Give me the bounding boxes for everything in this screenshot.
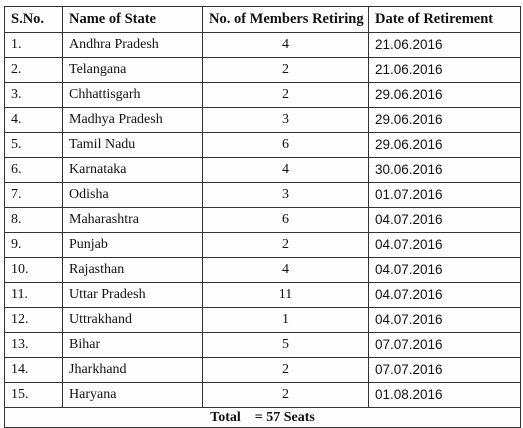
table-row bbox=[5, 283, 521, 308]
cell-state: Chhattisgarh bbox=[63, 83, 203, 108]
cell-members: 6 bbox=[203, 133, 369, 158]
cell-date: 29.06.2016 bbox=[369, 83, 521, 108]
header-sno: S.No. bbox=[5, 7, 63, 33]
table-row bbox=[5, 208, 521, 233]
cell-state: Punjab bbox=[63, 233, 203, 258]
total-value: = 57 Seats bbox=[254, 409, 315, 425]
cell-sno: 11. bbox=[5, 283, 63, 308]
cell-date: 21.06.2016 bbox=[369, 33, 521, 58]
table-row bbox=[5, 158, 521, 183]
cell-date: 01.07.2016 bbox=[369, 183, 521, 208]
cell-state: Maharashtra bbox=[63, 208, 203, 233]
cell-date: 04.07.2016 bbox=[369, 233, 521, 258]
retirement-table bbox=[4, 6, 521, 428]
table-row bbox=[5, 333, 521, 358]
table-header bbox=[5, 7, 521, 33]
cell-members: 2 bbox=[203, 358, 369, 383]
table-row bbox=[5, 383, 521, 408]
cell-date: 21.06.2016 bbox=[369, 58, 521, 83]
cell-sno: 10. bbox=[5, 258, 63, 283]
cell-members: 11 bbox=[203, 283, 369, 308]
total-cell bbox=[5, 408, 521, 428]
cell-state: Uttrakhand bbox=[63, 308, 203, 333]
cell-sno: 9. bbox=[5, 233, 63, 258]
cell-date: 29.06.2016 bbox=[369, 133, 521, 158]
cell-date: 04.07.2016 bbox=[369, 208, 521, 233]
cell-members: 4 bbox=[203, 258, 369, 283]
cell-sno: 8. bbox=[5, 208, 63, 233]
cell-state: Andhra Pradesh bbox=[63, 33, 203, 58]
header-date: Date of Retirement bbox=[369, 7, 521, 33]
cell-state: Tamil Nadu bbox=[63, 133, 203, 158]
table-row bbox=[5, 108, 521, 133]
cell-state: Karnataka bbox=[63, 158, 203, 183]
cell-sno: 1. bbox=[5, 33, 63, 58]
header-row bbox=[5, 7, 521, 33]
cell-sno: 3. bbox=[5, 83, 63, 108]
cell-sno: 12. bbox=[5, 308, 63, 333]
table-row bbox=[5, 83, 521, 108]
table-body bbox=[5, 33, 521, 428]
cell-state: Jharkhand bbox=[63, 358, 203, 383]
cell-date: 07.07.2016 bbox=[369, 333, 521, 358]
cell-members: 2 bbox=[203, 83, 369, 108]
cell-date: 01.08.2016 bbox=[369, 383, 521, 408]
table-row bbox=[5, 258, 521, 283]
cell-date: 04.07.2016 bbox=[369, 258, 521, 283]
cell-date: 29.06.2016 bbox=[369, 108, 521, 133]
table-row bbox=[5, 33, 521, 58]
cell-members: 3 bbox=[203, 108, 369, 133]
cell-members: 3 bbox=[203, 183, 369, 208]
cell-members: 1 bbox=[203, 308, 369, 333]
cell-members: 6 bbox=[203, 208, 369, 233]
cell-sno: 14. bbox=[5, 358, 63, 383]
cell-state: Telangana bbox=[63, 58, 203, 83]
total-row bbox=[5, 408, 521, 428]
table-row bbox=[5, 133, 521, 158]
cell-state: Rajasthan bbox=[63, 258, 203, 283]
cell-state: Bihar bbox=[63, 333, 203, 358]
cell-sno: 6. bbox=[5, 158, 63, 183]
cell-members: 2 bbox=[203, 233, 369, 258]
cell-state: Odisha bbox=[63, 183, 203, 208]
cell-date: 04.07.2016 bbox=[369, 283, 521, 308]
table-row bbox=[5, 308, 521, 333]
cell-members: 2 bbox=[203, 58, 369, 83]
cell-members: 5 bbox=[203, 333, 369, 358]
cell-state: Uttar Pradesh bbox=[63, 283, 203, 308]
cell-date: 07.07.2016 bbox=[369, 358, 521, 383]
cell-date: 30.06.2016 bbox=[369, 158, 521, 183]
cell-sno: 4. bbox=[5, 108, 63, 133]
header-members: No. of Members Retiring bbox=[203, 7, 369, 33]
cell-sno: 2. bbox=[5, 58, 63, 83]
cell-state: Haryana bbox=[63, 383, 203, 408]
header-state: Name of State bbox=[63, 7, 203, 33]
cell-members: 4 bbox=[203, 33, 369, 58]
cell-date: 04.07.2016 bbox=[369, 308, 521, 333]
cell-sno: 15. bbox=[5, 383, 63, 408]
cell-sno: 5. bbox=[5, 133, 63, 158]
cell-members: 4 bbox=[203, 158, 369, 183]
total-label: Total bbox=[210, 409, 241, 425]
table-row bbox=[5, 358, 521, 383]
cell-sno: 7. bbox=[5, 183, 63, 208]
cell-sno: 13. bbox=[5, 333, 63, 358]
cell-members: 2 bbox=[203, 383, 369, 408]
table-row bbox=[5, 183, 521, 208]
table-row bbox=[5, 58, 521, 83]
table-row bbox=[5, 233, 521, 258]
cell-state: Madhya Pradesh bbox=[63, 108, 203, 133]
